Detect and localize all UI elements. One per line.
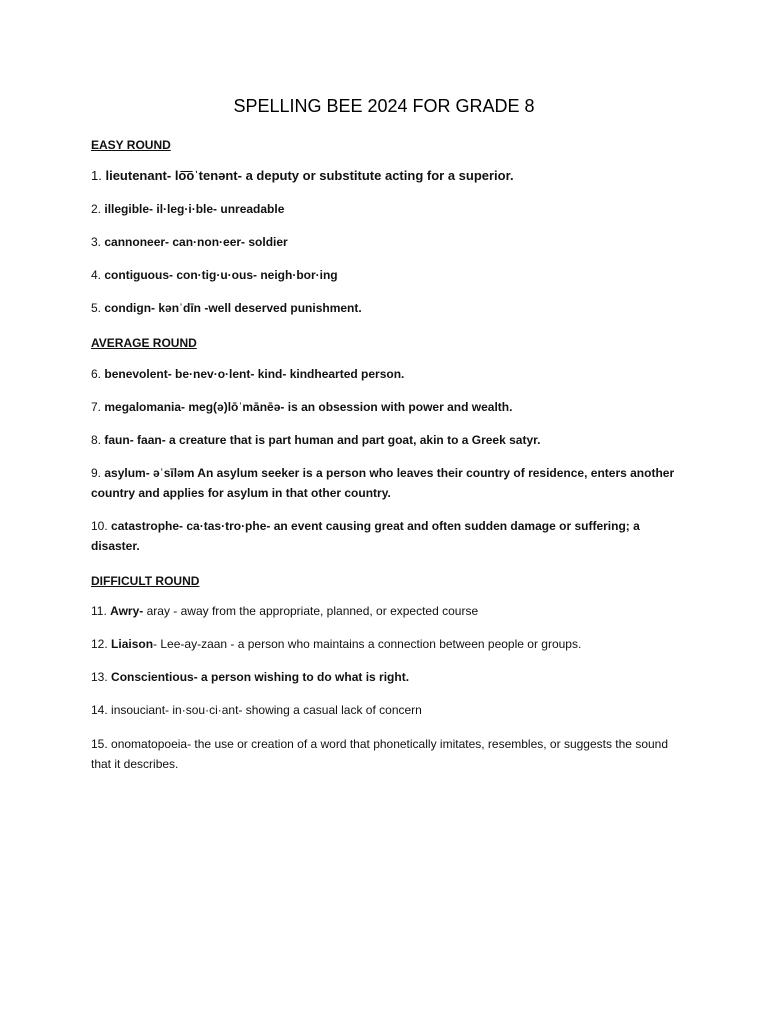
- entry-number: 6.: [91, 367, 102, 381]
- entry-definition: onomatopoeia- the use or creation of a word that phonetically imitates, resembles, or suggests the sound that it describes.: [91, 737, 669, 771]
- word-entry-3: [91, 232, 681, 252]
- word-entry-6: [91, 364, 681, 384]
- entry-word: catastrophe- ca·tas·tro·phe- an event causing great and often sudden damage or suffering; a disaster.: [91, 519, 640, 553]
- entry-word: lieutenant-: [105, 168, 175, 183]
- entry-definition: lo͞oˈtenənt- a deputy or substitute acting for a superior.: [174, 168, 514, 183]
- entry-number: 7.: [91, 400, 102, 414]
- entry-word: Awry-: [110, 604, 144, 618]
- document-title: SPELLING BEE 2024 FOR GRADE 8: [233, 96, 535, 116]
- entry-word: Conscientious- a person wishing to do what is right.: [111, 670, 410, 684]
- entry-number: 10.: [91, 519, 108, 533]
- word-entry-1: [91, 166, 681, 186]
- word-entry-2: [91, 199, 681, 219]
- word-entry-14: [91, 700, 681, 720]
- entry-number: 14.: [91, 703, 108, 717]
- word-entry-10: [91, 516, 681, 556]
- entry-number: 3.: [91, 235, 102, 249]
- entry-number: 15.: [91, 737, 108, 751]
- entry-number: 5.: [91, 301, 102, 315]
- word-entry-12: [91, 634, 681, 654]
- entry-definition: aray - away from the appropriate, planned, or expected course: [143, 604, 479, 618]
- entry-word: illegible- il·leg·i·ble- unreadable: [104, 202, 285, 216]
- entry-number: 13.: [91, 670, 108, 684]
- entry-number: 2.: [91, 202, 102, 216]
- word-entry-5: [91, 298, 681, 318]
- entry-number: 11.: [91, 604, 107, 618]
- entry-word: faun- faan- a creature that is part human and part goat, akin to a Greek satyr.: [104, 433, 541, 447]
- word-entry-13: [91, 667, 681, 687]
- average-round-heading: AVERAGE ROUND: [91, 336, 197, 350]
- easy-round-heading: EASY ROUND: [91, 138, 171, 152]
- entry-word: asylum- əˈsīləm An asylum seeker is a person who leaves their country of residence, enters another country and applies for asylum in that other country.: [91, 466, 675, 500]
- entry-number: 1.: [91, 168, 102, 183]
- entry-number: 8.: [91, 433, 102, 447]
- entry-word: megalomania- meg(ə)lōˈmānēə- is an obsession with power and wealth.: [104, 400, 513, 414]
- entry-number: 4.: [91, 268, 102, 282]
- entry-definition: - Lee-ay-zaan - a person who maintains a connection between people or groups.: [153, 637, 582, 651]
- entry-word: condign- kənˈdīn -well deserved punishment.: [104, 301, 362, 315]
- entry-word: cannoneer- can·non·eer- soldier: [104, 235, 288, 249]
- difficult-round-heading: DIFFICULT ROUND: [91, 574, 200, 588]
- word-entry-11: [91, 601, 681, 621]
- entry-definition: insouciant- in·sou·ci·ant- showing a casual lack of concern: [107, 703, 422, 717]
- word-entry-9: [91, 463, 681, 503]
- entry-number: 9.: [91, 466, 102, 480]
- entry-word: contiguous- con·tig·u·ous- neigh·bor·ing: [104, 268, 338, 282]
- word-entry-8: [91, 430, 681, 450]
- entry-word: benevolent- be·nev·o·lent- kind- kindhearted person.: [104, 367, 405, 381]
- entry-word: Liaison: [111, 637, 154, 651]
- word-entry-4: [91, 265, 681, 285]
- word-entry-7: [91, 397, 681, 417]
- word-entry-15: [91, 734, 681, 774]
- entry-number: 12.: [91, 637, 108, 651]
